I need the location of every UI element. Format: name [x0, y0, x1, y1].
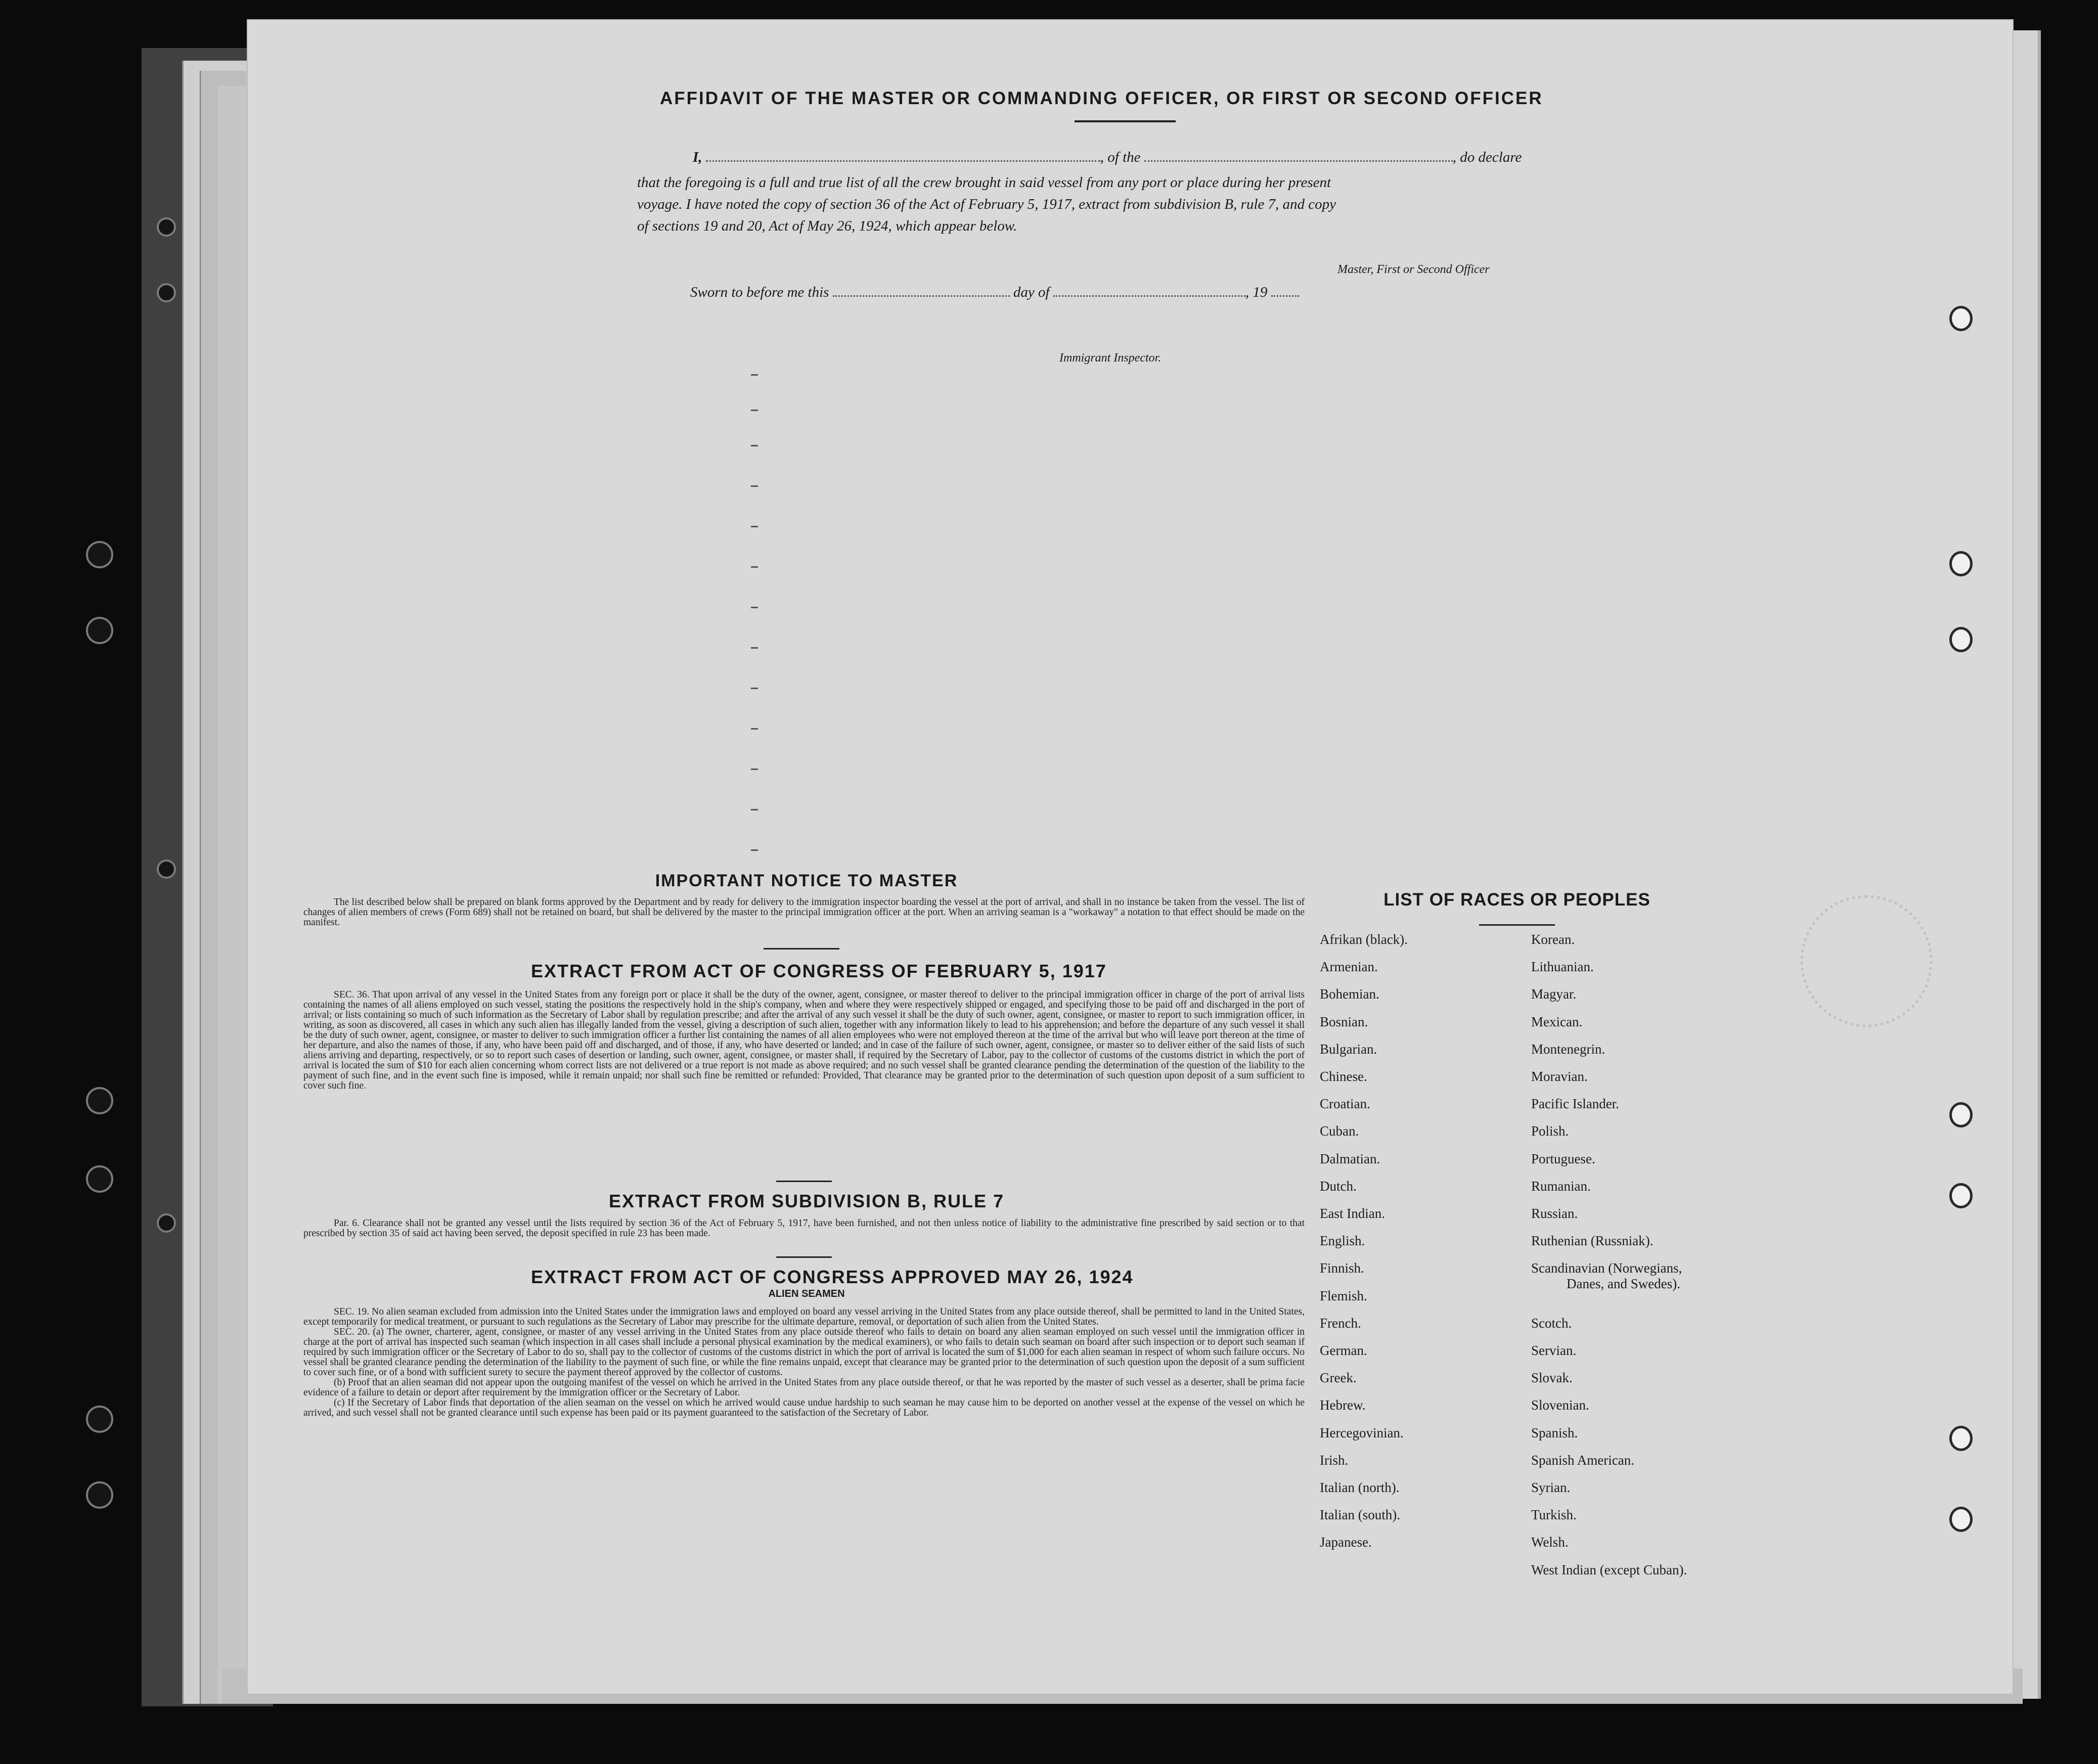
race-item: Hebrew. — [1320, 1397, 1366, 1413]
race-item: Spanish. — [1531, 1425, 1578, 1440]
sec20c-text: (c) If the Secretary of Labor finds that deportation of the alien seaman on the vessel on which he arrived would cause undue hardship to such seaman he may cause him to be deported on another vessel at the expense of the vessel on which he arrived, and such vessel shall not be granted clearance until such expense has been paid or its payment guaranteed to the satisfaction of the Secretary of Labor. — [303, 1397, 1305, 1418]
signature-title: Master, First or Second Officer — [1337, 263, 1490, 276]
race-item: Turkish. — [1531, 1507, 1577, 1523]
punch-hole — [1949, 1102, 1973, 1127]
race-item: English. — [1320, 1233, 1365, 1249]
sworn-text: Sworn to before me this — [690, 284, 829, 300]
vessel-blank[interactable] — [1144, 160, 1453, 162]
extract-1917-title: EXTRACT FROM ACT OF CONGRESS OF FEBRUARY 5, 1917 — [531, 961, 1107, 981]
race-item: Mexican. — [1531, 1014, 1583, 1029]
affidavit-line1 — [693, 149, 1522, 166]
race-item: Danes, and Swedes). — [1567, 1276, 1680, 1291]
affidavit-body — [637, 172, 1873, 237]
punch-hole — [1949, 551, 1973, 576]
race-item: Dalmatian. — [1320, 1151, 1380, 1166]
race-item: Pacific Islander. — [1531, 1096, 1619, 1112]
section-rule — [764, 948, 839, 949]
race-item: French. — [1320, 1315, 1361, 1331]
race-item: Korean. — [1531, 932, 1575, 947]
binder-hole — [86, 1406, 113, 1433]
race-item: Russian. — [1531, 1206, 1578, 1221]
heading-rule — [1479, 924, 1555, 926]
race-item: Rumanian. — [1531, 1178, 1591, 1194]
race-item: East Indian. — [1320, 1206, 1385, 1221]
extract-1917-text: SEC. 36. That upon arrival of any vessel in the United States from any foreign port or place it shall be the duty of the owner, agent, consignee, or master thereof to deliver to the principal immigration officer in charge of the port of arrival lists containing the names of all aliens employed on such vessel, stating the positions the respectively hold in the ship's company, when and where they were respectively shipped or engaged, and specifying those to be paid off and discharged in the port of arrival; or lists containing so much of such information as the Secretary of Labor shall by regulation prescribe; and after the arrival of any such vessel it shall be the duty of such owner, agent, consignee, or master to report to such immigration officer, in writing, as soon as discovered, all cases in which any such alien has illegally landed from the vessel, giving a description of such alien, together with any information likely to lead to his apprehension; and before the departure of any such vessel it shall be the duty of such owner, agent, consignee, or master to deliver to such immigration officer a further list containing the names of all alien employees who were not employed thereon at the time of the arrival but who will leave port thereon at the time of her departure, and also the names of those, if any, who have been paid off and discharged, and of those, if any, who have deserted or landed; and in case of the failure of such owner, agent, consignee, or master so to deliver either of the said lists of such aliens arriving and departing, respectively, or so to report such cases of desertion or landing, such owner, agent, consignee, or master shall, if required by the Secretary of Labor, pay to the collector of customs of the customs district in which the port of arrival is located the sum of $10 for each alien concerning whom correct lists are not delivered or a true report is not made as above required; and no such vessel shall be granted clearance pending the determination of the question of the liability to the payment of such fine, and in the event such fine is imposed, while it remain unpaid; nor shall such fine be remitted or refunded: Provided, That clearance may be granted prior to the determination of such question upon deposit of a sum sufficient to cover such fine. — [303, 989, 1305, 1091]
sworn-line — [690, 284, 1299, 301]
tick-mark — [751, 607, 758, 608]
heading-rule — [1075, 120, 1176, 122]
race-item: Moravian. — [1531, 1069, 1588, 1084]
affidavit-of-the: , of the — [1100, 149, 1141, 165]
race-item: Slovak. — [1531, 1370, 1573, 1386]
tick-mark — [751, 374, 758, 376]
binder-hole — [86, 617, 113, 644]
binder-hole — [86, 541, 113, 568]
race-item: Spanish American. — [1531, 1452, 1634, 1468]
faint-seal — [1800, 895, 1933, 1027]
races-title: LIST OF RACES OR PEOPLES — [1383, 890, 1650, 910]
rule7-title: EXTRACT FROM SUBDIVISION B, RULE 7 — [608, 1191, 1005, 1211]
punch-hole — [1949, 1183, 1973, 1208]
race-item: Flemish. — [1320, 1288, 1367, 1303]
sec20b-text: (b) Proof that an alien seaman did not appear upon the outgoing manifest of the vessel on which he arrived in the United States from any place outside thereof, or that he was reported by the master of such vessel as a deserter, shall be prima facie evidence of a failure to detain or deport after requirement by the immigration officer or the Secretary of Labor. — [303, 1377, 1305, 1398]
binder-hole — [157, 860, 176, 879]
punch-hole — [1949, 306, 1973, 331]
race-item: Cuban. — [1320, 1123, 1359, 1139]
day-of-text: day of — [1013, 284, 1050, 300]
binder-hole — [157, 283, 176, 302]
tick-mark — [751, 809, 758, 810]
race-item: Montenegrin. — [1531, 1041, 1605, 1057]
tick-mark — [751, 849, 758, 851]
binder-hole — [86, 1165, 113, 1193]
race-item: Finnish. — [1320, 1260, 1364, 1276]
binder-hole — [157, 217, 176, 237]
race-item: German. — [1320, 1343, 1367, 1358]
race-item: Bulgarian. — [1320, 1041, 1377, 1057]
sec20a-text: SEC. 20. (a) The owner, charterer, agent, consignee, or master of any vessel arriving in the United States from any place outside thereof who fails to detain on board any alien seaman employed on such vessel until the immigration officer in charge at the port of arrival has inspected such seaman (which inspection in all cases shall include a personal physical examination by the medical examiners), or who fails to detain such seaman on board after such inspection or to deport such seaman if required by such immigration officer or the Secretary of Labor to do so, shall pay to the collector of customs of the customs district in which the port of arrival is located the sum of $1,000 for each alien seaman in respect of whom such failure occurs. No vessel shall be granted clearance pending the determination of the liability to the payment of such fine, or while the fine remains unpaid, except that clearance may be granted prior to the determination of such question upon the deposit of a sum sufficient to cover such fine, or of a bond with sufficient surety to secure the payment thereof approved by the collector of customs. — [303, 1327, 1305, 1378]
race-item: Syrian. — [1531, 1480, 1571, 1495]
affidavit-title: AFFIDAVIT OF THE MASTER OR COMMANDING OFFICER, OR FIRST OR SECOND OFFICER — [660, 88, 1543, 108]
month-blank[interactable] — [1053, 295, 1245, 297]
affidavit-line4: of sections 19 and 20, Act of May 26, 1924, which appear below. — [637, 218, 1017, 234]
race-item: Scotch. — [1531, 1315, 1572, 1331]
race-item: Hercegovinian. — [1320, 1425, 1404, 1440]
tick-mark — [751, 768, 758, 770]
affidavit-declare: , do declare — [1452, 149, 1522, 165]
year-blank[interactable] — [1271, 295, 1299, 297]
tick-mark — [751, 526, 758, 527]
race-item: Servian. — [1531, 1343, 1577, 1358]
immigrant-inspector-label: Immigrant Inspector. — [1059, 351, 1162, 365]
race-item: Bohemian. — [1320, 986, 1379, 1002]
notice-title: IMPORTANT NOTICE TO MASTER — [655, 871, 958, 890]
race-item: Ruthenian (Russniak). — [1531, 1233, 1654, 1249]
day-blank[interactable] — [833, 295, 1010, 297]
race-item: Japanese. — [1320, 1534, 1372, 1550]
tick-mark — [751, 445, 758, 446]
affidavit-i: I, — [693, 149, 702, 165]
tick-mark — [751, 728, 758, 730]
race-item: West Indian (except Cuban). — [1531, 1562, 1687, 1577]
tick-mark — [751, 410, 758, 411]
affidavit-line2: that the foregoing is a full and true list of all the crew brought in said vessel from any port or place during her present — [637, 174, 1331, 191]
race-item: Croatian. — [1320, 1096, 1370, 1112]
binder-hole — [157, 1213, 176, 1233]
race-item: Welsh. — [1531, 1534, 1569, 1550]
race-item: Slovenian. — [1531, 1397, 1589, 1413]
name-blank[interactable] — [706, 160, 1100, 162]
section-rule — [776, 1181, 832, 1182]
punch-hole — [1949, 1507, 1973, 1532]
race-item: Afrikan (black). — [1320, 932, 1408, 947]
race-item: Greek. — [1320, 1370, 1357, 1386]
race-item: Irish. — [1320, 1452, 1349, 1468]
race-item: Scandinavian (Norwegians, — [1531, 1260, 1682, 1276]
race-item: Polish. — [1531, 1123, 1569, 1139]
race-item: Italian (north). — [1320, 1480, 1400, 1495]
tick-mark — [751, 647, 758, 649]
document-page — [248, 20, 2013, 1694]
race-item: Dutch. — [1320, 1178, 1357, 1194]
punch-hole — [1949, 1426, 1973, 1451]
tick-mark — [751, 566, 758, 568]
affidavit-line3: voyage. I have noted the copy of section 36 of the Act of February 5, 1917, extract from subdivision B, rule 7, and copy — [637, 196, 1336, 212]
sec19-text: SEC. 19. No alien seaman excluded from admission into the United States under the immigration laws and employed on board any vessel arriving in the United States from any place outside thereof, shall be permitted to land in the United States, except temporarily for medical treatment, or pursuant to such regulations as the Secretary of Labor may prescribe for the ultimate departure, removal, or deportation of such alien from the United States. — [303, 1306, 1305, 1327]
punch-hole — [1949, 627, 1973, 652]
tick-mark — [751, 485, 758, 487]
extract-1924-title: EXTRACT FROM ACT OF CONGRESS APPROVED MAY 26, 1924 — [531, 1267, 1134, 1287]
year-text: , 19 — [1245, 284, 1268, 300]
alien-seamen-subtitle: ALIEN SEAMEN — [768, 1288, 845, 1299]
race-item: Chinese. — [1320, 1069, 1367, 1084]
section-rule — [776, 1256, 832, 1258]
binder-hole — [86, 1087, 113, 1114]
race-item: Bosnian. — [1320, 1014, 1368, 1029]
tick-mark — [751, 688, 758, 689]
extract-1924-body — [303, 1307, 1305, 1418]
notice-text: The list described below shall be prepared on blank forms approved by the Department and by ready for delivery to the immigration inspector boarding the vessel at the port of arrival, and shall in no instance be taken from the vessel. The list of changes of alien members of crews (Form 689) shall not be retained on board, but shall be delivered by the master to the principal immigration officer at the port. When an arriving seaman is a "workaway" a notation to that effect should be made on the manifest. — [303, 897, 1305, 928]
race-item: Armenian. — [1320, 959, 1378, 975]
race-item: Italian (south). — [1320, 1507, 1400, 1523]
race-item: Lithuanian. — [1531, 959, 1594, 975]
race-item: Magyar. — [1531, 986, 1577, 1002]
race-item: Portuguese. — [1531, 1151, 1595, 1166]
binder-hole — [86, 1481, 113, 1509]
rule7-text: Par. 6. Clearance shall not be granted any vessel until the lists required by section 36 of the Act of February 5, 1917, have been furnished, and not then unless notice of liability to the administrative fine prescribed by said section or to that prescribed by section 35 of said act having been served, the deposit specified in rule 23 has been made. — [303, 1218, 1305, 1239]
